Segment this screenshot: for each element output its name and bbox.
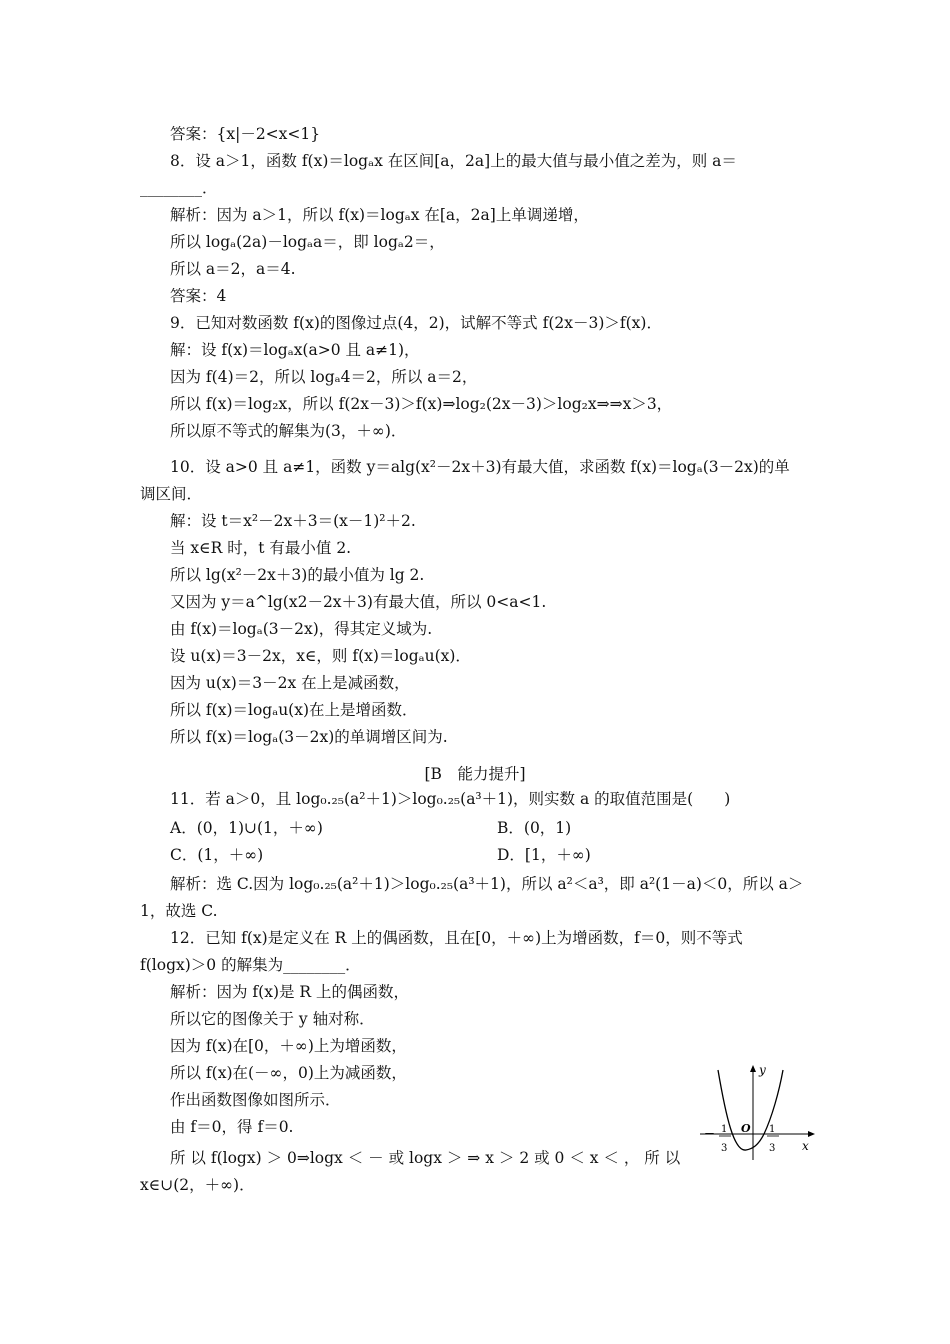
right-frac-num: 1 (769, 1124, 776, 1135)
text-line: 当 x∈R 时，t 有最小值 2. (170, 539, 352, 557)
text-line: 所以 lg(x²－2x＋3)的最小值为 lg 2. (170, 566, 425, 584)
text-line: 因为 f(x)在[0，＋∞)上为增函数， (170, 1037, 407, 1055)
y-axis-label: y (759, 1063, 766, 1077)
text-line: 所以 f(x)＝log₂x，所以 f(2x－3)＞f(x)⇒log₂(2x－3)＞log₂x⇒⇒x＞3， (170, 395, 673, 413)
choice-option: B．(0，1) (497, 819, 572, 837)
text-line: 解析：因为 f(x)是 R 上的偶函数， (170, 983, 410, 1001)
right-frac-den: 3 (769, 1143, 776, 1154)
function-graph (696, 1062, 821, 1162)
text-line: 所以原不等式的解集为(3，＋∞)． (170, 422, 407, 440)
text-line: 因为 f(4)＝2，所以 logₐ4＝2，所以 a＝2， (170, 368, 478, 386)
text-line: 设 u(x)＝3－2x，x∈，则 f(x)＝logₐu(x)． (170, 647, 471, 665)
text-line: 所以 f(x)＝logₐu(x)在上是增函数． (170, 701, 418, 719)
text-line: x∈∪(2，＋∞)． (140, 1176, 255, 1194)
text-line: 所 以 f(logx) ＞ 0⇒logx ＜ － 或 logx ＞ ⇒ x ＞ 2 或 0 ＜ x ＜ ， 所 以 (170, 1149, 681, 1167)
text-line: 由 f(x)＝logₐ(3－2x)，得其定义域为. (170, 620, 433, 638)
text-line: 解析：选 C.因为 log₀.₂₅(a²＋1)＞log₀.₂₅(a³＋1)，所以 a²＜a³，即 a²(1－a)＜0，所以 a＞ (170, 875, 804, 893)
text-line: 所以 a＝2，a＝4. (170, 260, 296, 278)
text-line: 解：设 t＝x²－2x＋3＝(x－1)²＋2. (170, 512, 416, 530)
text-line: 9．已知对数函数 f(x)的图像过点(4，2)，试解不等式 f(2x－3)＞f(x)． (170, 314, 662, 332)
text-line: ________． (140, 179, 218, 197)
text-line: 解：设 f(x)＝logₐx(a>0 且 a≠1)， (170, 341, 420, 359)
left-frac-den: 3 (721, 1143, 728, 1154)
x-axis-arrow (808, 1131, 815, 1137)
text-line: 所以 f(x)在(－∞，0)上为减函数， (170, 1064, 407, 1082)
text-line: 答案：{x|－2<x<1} (170, 125, 321, 143)
text-line: f(logx)＞0 的解集为________． (140, 956, 361, 974)
text-line: 所以它的图像关于 y 轴对称． (170, 1010, 375, 1028)
text-line: 作出函数图像如图所示． (170, 1091, 341, 1109)
text-line: 又因为 y＝a^lg(x2－2x＋3)有最大值，所以 0<a<1. (170, 593, 547, 611)
origin-label: O (741, 1122, 751, 1135)
choice-option: A．(0，1)∪(1，＋∞) (170, 819, 323, 837)
text-line: 由 f＝0，得 f＝0. (170, 1118, 294, 1136)
x-axis-label: x (802, 1139, 809, 1153)
even-function-curve (718, 1070, 783, 1150)
text-line: 10．设 a>0 且 a≠1，函数 y＝alg(x²－2x＋3)有最大值，求函数 f(x)＝logₐ(3－2x)的单 (170, 458, 790, 476)
text-line: 所以 f(x)＝logₐ(3－2x)的单调增区间为. (170, 728, 448, 746)
text-line: 8．设 a＞1，函数 f(x)＝logₐx 在区间[a，2a]上的最大值与最小值之差为，则 a＝ (170, 152, 737, 170)
text-line: 调区间． (140, 485, 203, 503)
choice-option: D．[1，＋∞) (497, 846, 591, 864)
text-line: 解析：因为 a＞1，所以 f(x)＝logₐx 在[a，2a]上单调递增， (170, 206, 589, 224)
text-line: 所以 logₐ(2a)－logₐa＝，即 logₐ2＝， (170, 233, 445, 251)
text-line: 11．若 a＞0，且 log₀.₂₅(a²＋1)＞log₀.₂₅(a³＋1)，则实数 a 的取值范围是( ) (170, 790, 731, 808)
text-line: 答案：4 (170, 287, 227, 305)
left-frac-num: 1 (721, 1124, 728, 1135)
text-line: 1，故选 C. (140, 902, 218, 920)
choice-option: C．(1，＋∞) (170, 846, 264, 864)
section-title: [B 能力提升] (424, 765, 526, 783)
y-axis-arrow (750, 1065, 756, 1072)
neg-sign: － (704, 1127, 715, 1140)
text-line: 12．已知 f(x)是定义在 R 上的偶函数，且在[0，＋∞)上为增函数，f＝0，则不等式 (170, 929, 743, 947)
text-line: 因为 u(x)＝3－2x 在上是减函数， (170, 674, 410, 692)
